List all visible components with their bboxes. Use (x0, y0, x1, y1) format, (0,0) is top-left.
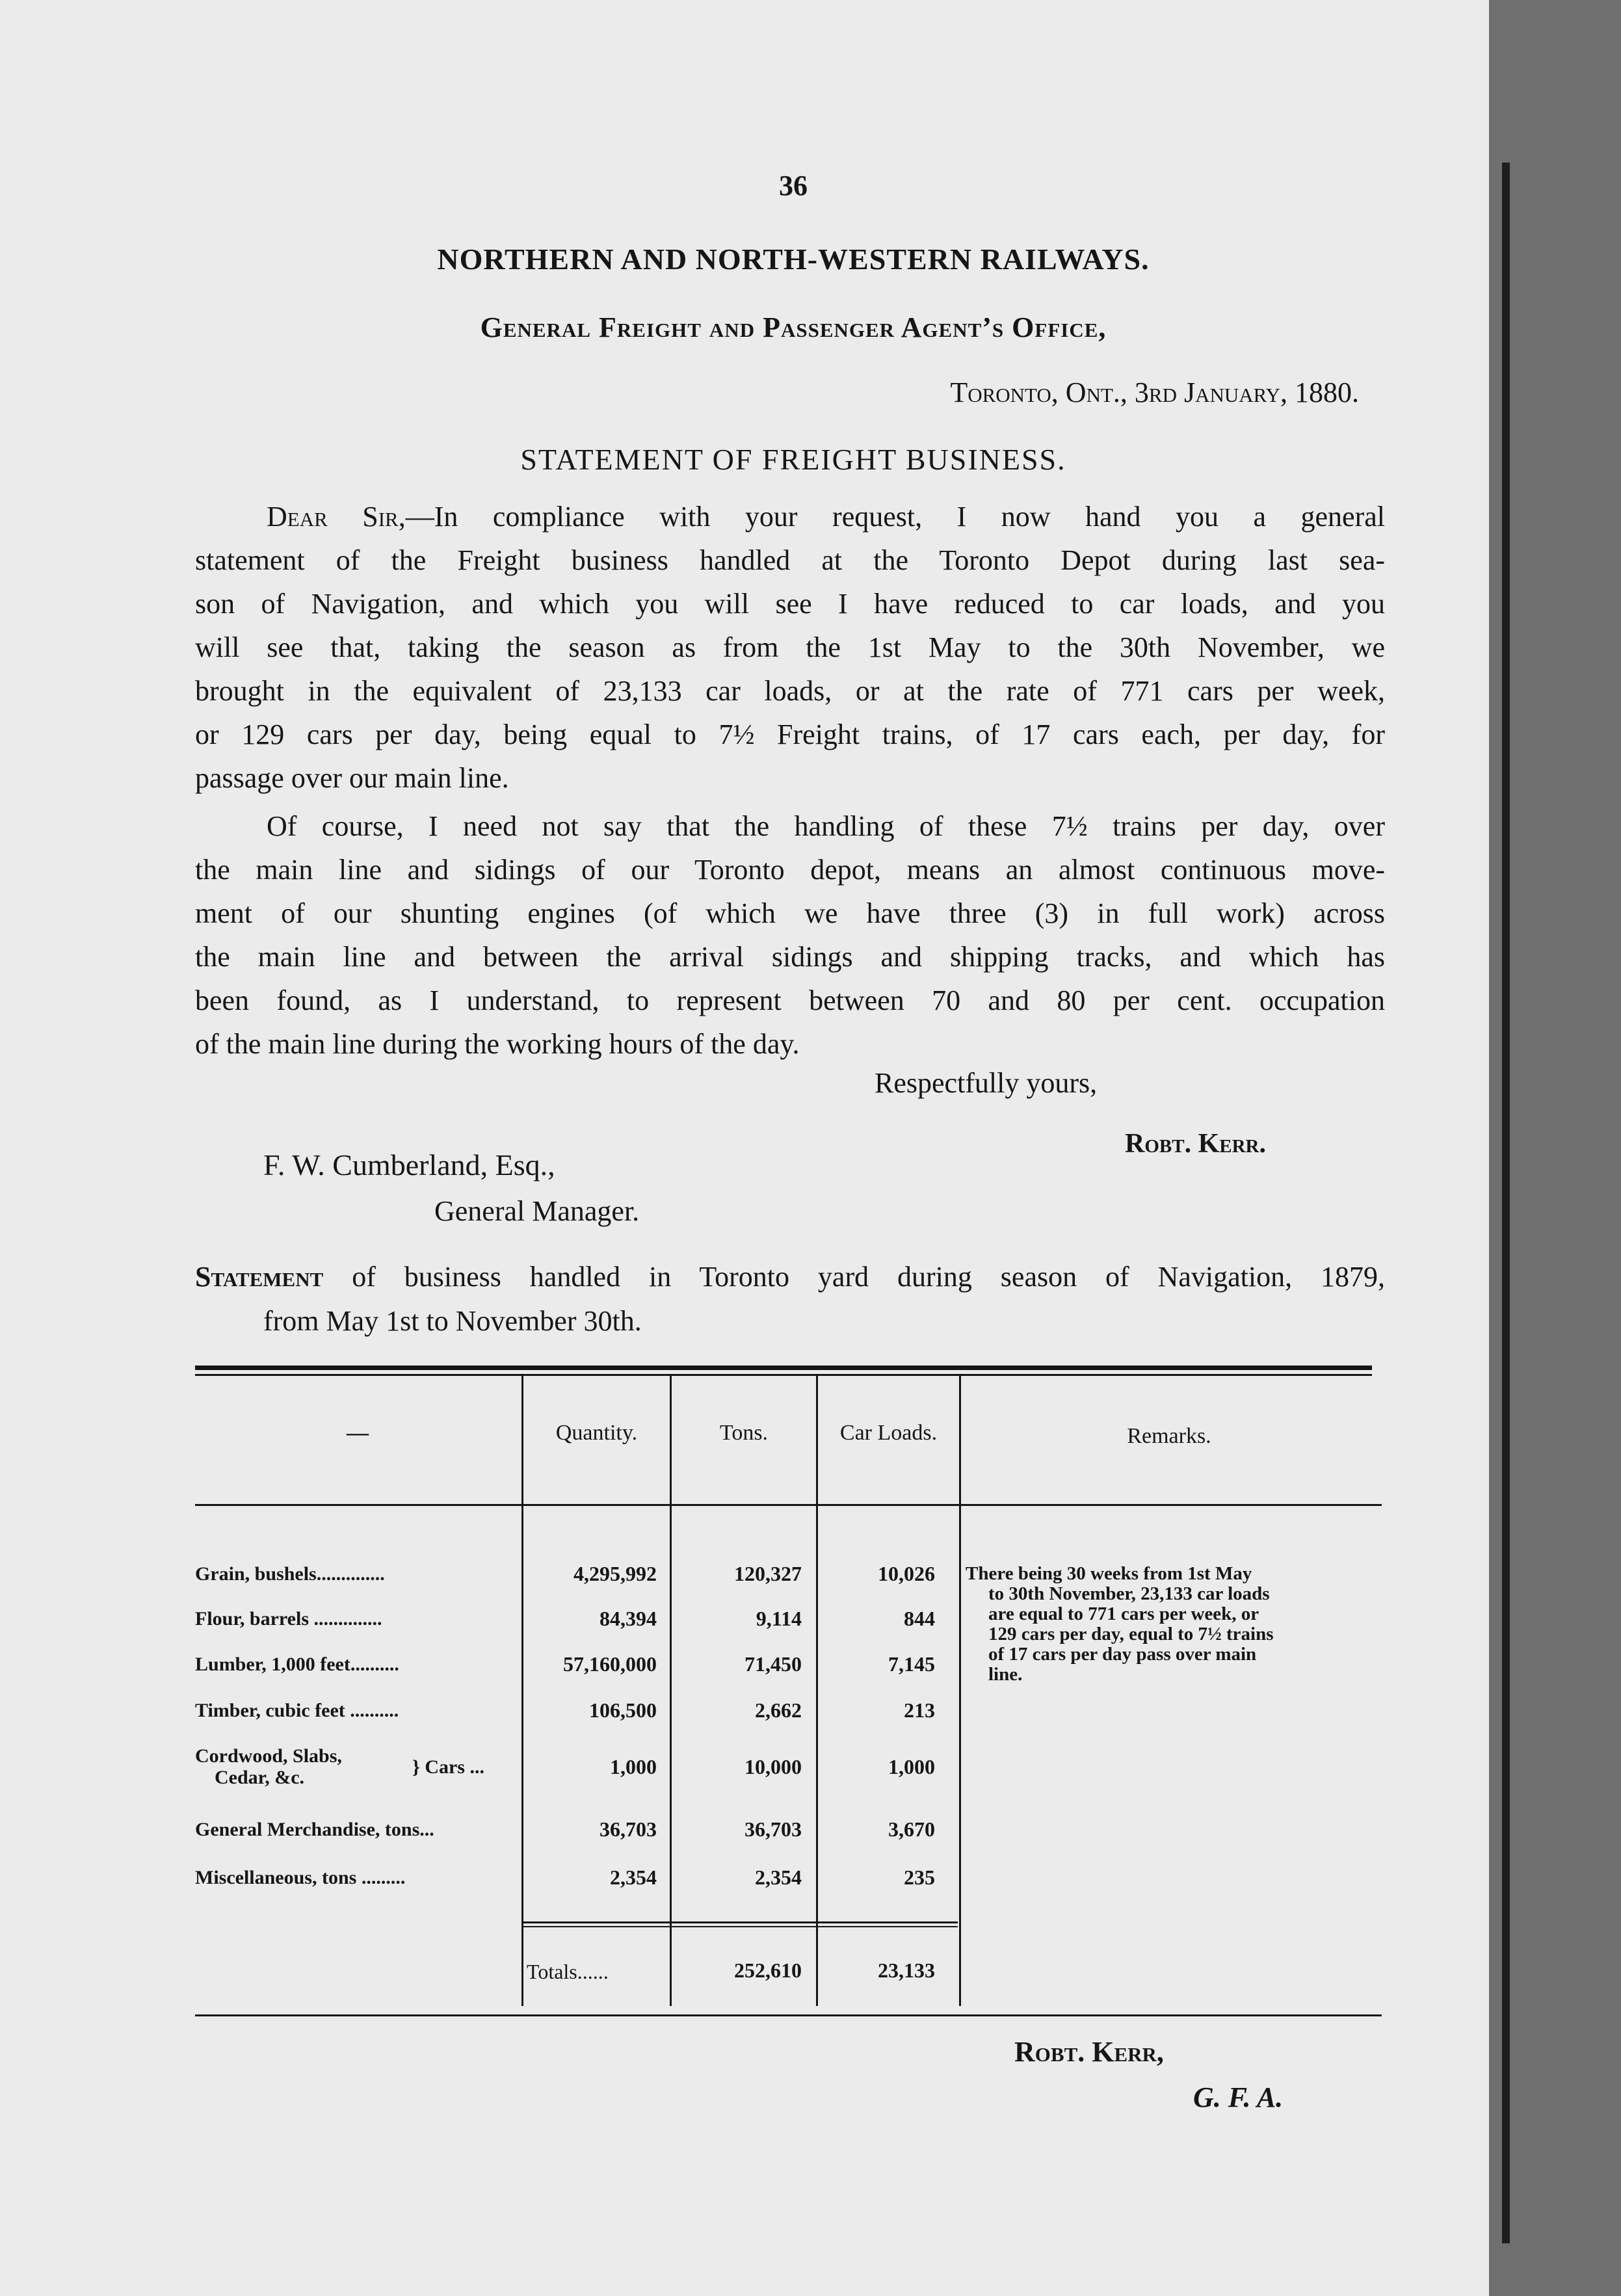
letter-line (267, 501, 1385, 534)
letter-line: or 129 cars per day, being equal to 7½ Freight trains, of 17 cars each, per day, for (195, 719, 1385, 750)
letter-line-text: —In compliance with your request, I now hand you a general (405, 501, 1385, 533)
table-top-rule (195, 1366, 1372, 1370)
row-label: Miscellaneous, tons ......... (195, 1867, 406, 1888)
cell-tons: 2,662 (755, 1698, 802, 1722)
letter-line: statement of the Freight business handled at the Toronto Depot during last sea- (195, 544, 1385, 576)
table-top-rule-thin (195, 1374, 1372, 1376)
caption-lead: Statement (195, 1261, 324, 1293)
row-label: Cordwood, Slabs, (195, 1745, 342, 1767)
letter-line: the main line and between the arrival sidings and shipping tracks, and which has (195, 941, 1385, 973)
letter-line: ment of our shunting engines (of which we have three (3) in full work) across (195, 897, 1385, 929)
remarks-line: line. (988, 1664, 1023, 1685)
table-caption (195, 1260, 1385, 1293)
caption-text: of business handled in Toronto yard during season of Navigation, 1879, (323, 1261, 1385, 1293)
column-header-tons: Tons. (719, 1421, 769, 1445)
binding-edge (1502, 163, 1510, 2243)
column-divider (959, 1375, 961, 2006)
addressee-name: F. W. Cumberland, Esq., (263, 1148, 555, 1181)
cell-quantity: 84,394 (600, 1607, 657, 1630)
letter-line: of the main line during the working hours of the day. (195, 1028, 800, 1060)
letter-line: son of Navigation, and which you will see I have reduced to car loads, and you (195, 588, 1385, 620)
table-header-rule (195, 1504, 1382, 1506)
footer-title: G. F. A. (1193, 2081, 1284, 2113)
cell-quantity: 57,160,000 (563, 1652, 657, 1676)
cell-car-loads: 235 (904, 1866, 935, 1889)
cell-quantity: 36,703 (600, 1817, 657, 1841)
statement-title: STATEMENT OF FREIGHT BUSINESS. (520, 443, 1066, 476)
addressee-title: General Manager. (434, 1195, 640, 1227)
footer-signature: Robt. Kerr, (1014, 2036, 1164, 2068)
remarks-line: There being 30 weeks from 1st May (966, 1563, 1252, 1584)
row-label-suffix: } Cars ... (412, 1756, 484, 1778)
letter-line: been found, as I understand, to represent between 70 and 80 per cent. occupation (195, 984, 1385, 1016)
dateline: Toronto, Ont., 3rd January, 1880. (950, 376, 1359, 408)
totals-car-loads: 23,133 (878, 1959, 935, 1982)
remarks-line: are equal to 771 cars per week, or (988, 1603, 1259, 1624)
column-divider (521, 1375, 523, 2006)
cell-tons: 10,000 (745, 1755, 802, 1778)
cell-tons: 2,354 (755, 1866, 802, 1889)
letter-line: brought in the equivalent of 23,133 car loads, or at the rate of 771 cars per week, (195, 675, 1385, 707)
totals-tons: 252,610 (734, 1959, 802, 1982)
cell-tons: 71,450 (745, 1652, 802, 1676)
header-subtitle: General Freight and Passenger Agent’s Office, (480, 311, 1107, 343)
cell-quantity: 4,295,992 (573, 1562, 657, 1585)
column-header-car-loads: Car Loads. (839, 1421, 938, 1445)
column-header-remarks: Remarks. (1127, 1424, 1211, 1448)
row-label: Timber, cubic feet .......... (195, 1700, 399, 1721)
letter-line: Of course, I need not say that the handling of these 7½ trains per day, over (267, 810, 1385, 842)
header-title: NORTHERN AND NORTH-WESTERN RAILWAYS. (437, 243, 1150, 276)
cell-car-loads: 1,000 (888, 1755, 935, 1778)
remarks-line: to 30th November, 23,133 car loads (988, 1583, 1270, 1604)
letter-line: passage over our main line. (195, 762, 509, 794)
remarks-line: of 17 cars per day pass over main (988, 1644, 1257, 1665)
totals-label: Totals...... (527, 1960, 609, 1983)
column-divider (670, 1375, 672, 2006)
table-bottom-rule (195, 2014, 1382, 2016)
row-label-line2: Cedar, &c. (215, 1767, 305, 1788)
column-divider (816, 1375, 818, 2006)
cell-car-loads: 3,670 (888, 1817, 935, 1841)
cell-car-loads: 10,026 (878, 1562, 935, 1585)
totals-rule-thin (523, 1926, 958, 1927)
column-header-item: — (347, 1421, 369, 1445)
cell-tons: 36,703 (745, 1817, 802, 1841)
row-label: Lumber, 1,000 feet.......... (195, 1654, 399, 1675)
totals-rule (523, 1921, 958, 1923)
salutation: Dear Sir, (267, 501, 406, 533)
cell-tons: 120,327 (734, 1562, 802, 1585)
row-label: Grain, bushels.............. (195, 1563, 385, 1585)
remarks-line: 129 cars per day, equal to 7½ trains (988, 1624, 1274, 1644)
page-number: 36 (779, 170, 808, 202)
cell-car-loads: 213 (904, 1698, 935, 1722)
letter-line: will see that, taking the season as from the 1st May to the 30th November, we (195, 631, 1385, 663)
cell-car-loads: 7,145 (888, 1652, 935, 1676)
table-caption-line2: from May 1st to November 30th. (263, 1305, 642, 1337)
column-header-quantity: Quantity. (555, 1421, 638, 1445)
letter-line: the main line and sidings of our Toronto depot, means an almost continuous move- (195, 854, 1385, 886)
row-label: Flour, barrels .............. (195, 1608, 382, 1630)
letter-closing: Respectfully yours, (875, 1067, 1098, 1099)
cell-car-loads: 844 (904, 1607, 935, 1630)
letter-signature: Robt. Kerr. (1125, 1129, 1266, 1159)
cell-quantity: 1,000 (610, 1755, 657, 1778)
cell-quantity: 2,354 (610, 1866, 657, 1889)
cell-tons: 9,114 (756, 1607, 802, 1630)
row-label: General Merchandise, tons... (195, 1819, 434, 1840)
cell-quantity: 106,500 (589, 1698, 657, 1722)
